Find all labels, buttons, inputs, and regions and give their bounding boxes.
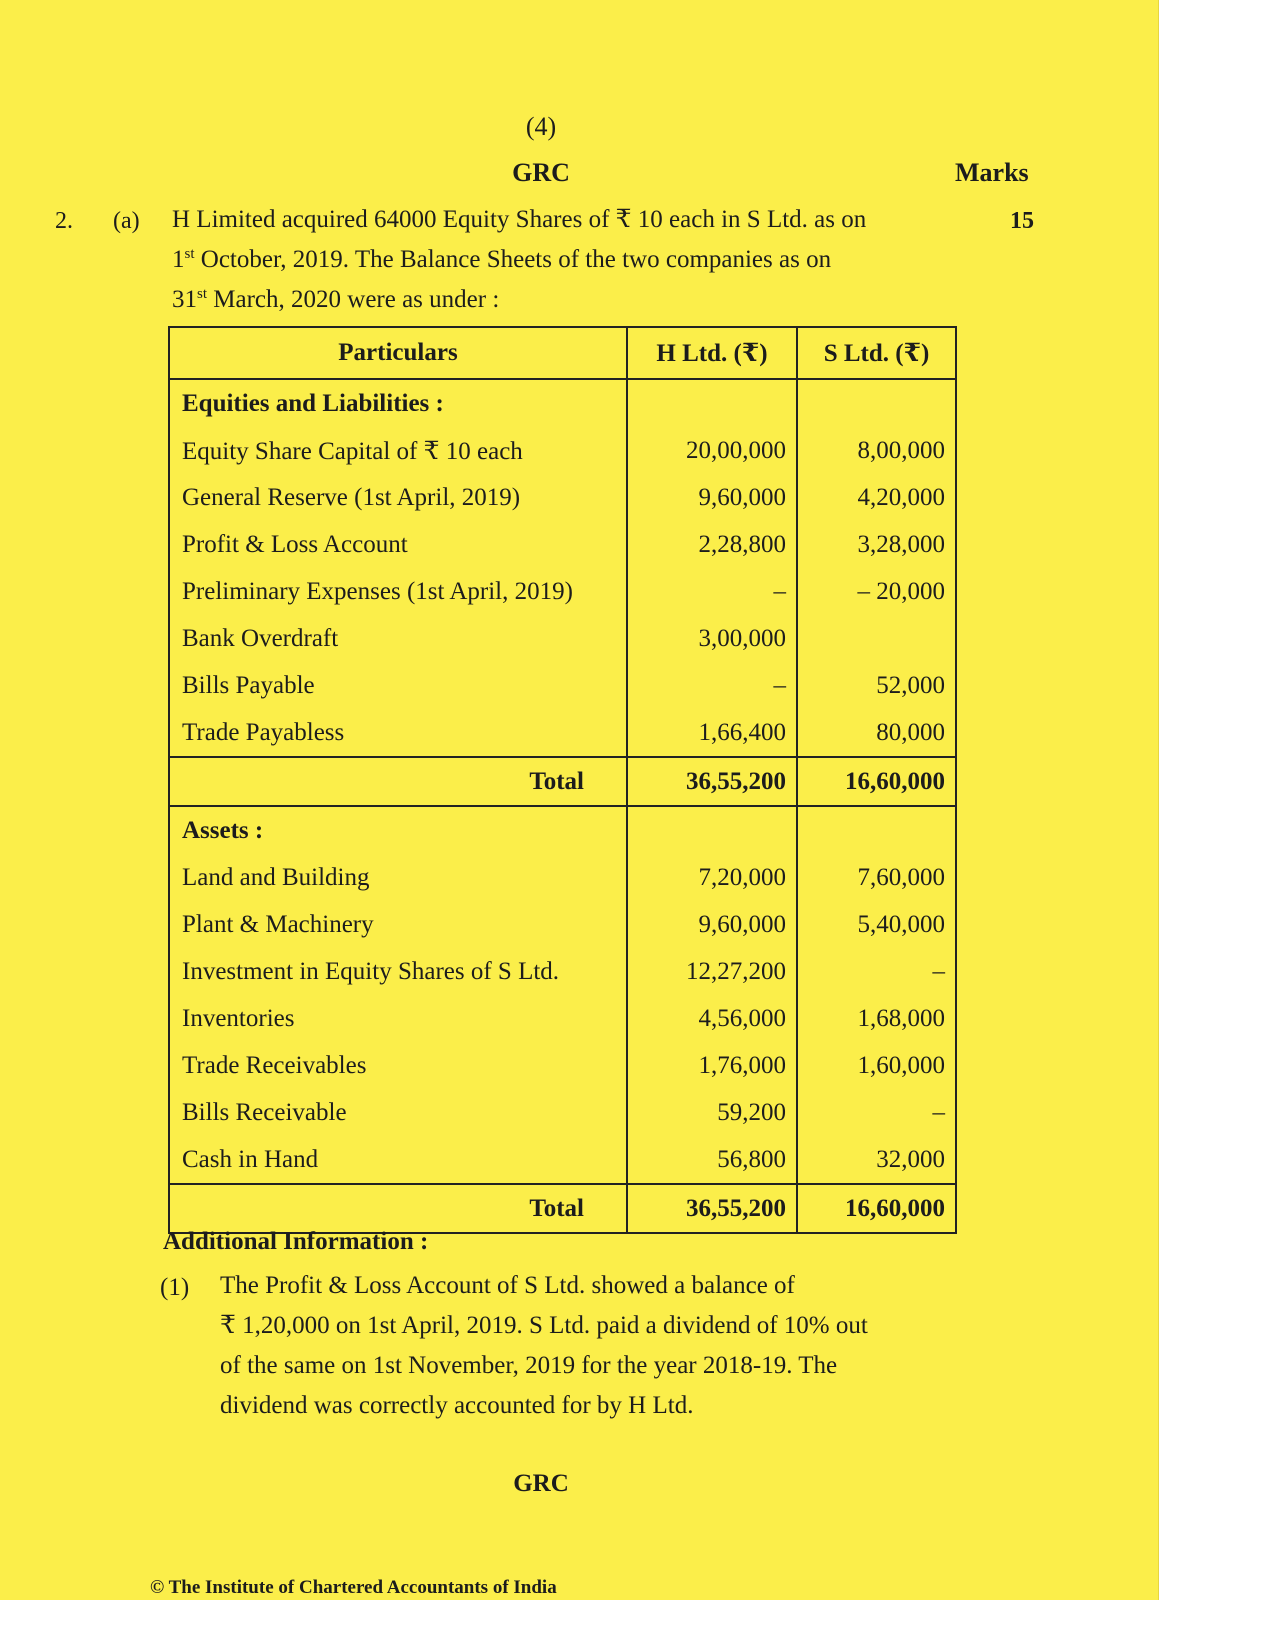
row-label: Cash in Hand [169, 1136, 627, 1184]
question-marks: 15 [1010, 208, 1034, 234]
additional-item-number: (1) [160, 1274, 190, 1301]
row-label: Equity Share Capital of ₹ 10 each [169, 427, 627, 474]
row-value-h: 4,56,000 [627, 995, 797, 1042]
row-value-h: 1,66,400 [627, 709, 797, 757]
row-value-s: 52,000 [797, 662, 956, 709]
table-row [169, 615, 956, 662]
total-s: 16,60,000 [797, 1184, 956, 1233]
row-value-s: – 20,000 [797, 568, 956, 615]
total-label: Total [169, 1184, 627, 1233]
row-value-h: 12,27,200 [627, 948, 797, 995]
question-number: 2. [55, 208, 73, 234]
marks-heading: Marks [955, 158, 1029, 187]
row-label: Profit & Loss Account [169, 521, 627, 568]
header-h-ltd: H Ltd. (₹) [627, 327, 797, 379]
row-value-s: 4,20,000 [797, 474, 956, 521]
row-value-h: 2,28,800 [627, 521, 797, 568]
section-heading-row [169, 379, 956, 427]
table-row [169, 474, 956, 521]
row-label: Bills Payable [169, 662, 627, 709]
row-label: Trade Receivables [169, 1042, 627, 1089]
table-row [169, 948, 956, 995]
total-s: 16,60,000 [797, 757, 956, 806]
table-row [169, 1089, 956, 1136]
row-label: Plant & Machinery [169, 901, 627, 948]
additional-item-line-3: of the same on 1st November, 2019 for the year 2018-19. The [220, 1352, 838, 1379]
table-row [169, 521, 956, 568]
table-row [169, 901, 956, 948]
table-row [169, 1042, 956, 1089]
row-value-s: – [797, 948, 956, 995]
row-label: Inventories [169, 995, 627, 1042]
additional-info-heading: Additional Information : [163, 1228, 429, 1255]
total-h: 36,55,200 [627, 1184, 797, 1233]
row-label: Land and Building [169, 854, 627, 901]
row-value-s: 8,00,000 [797, 427, 956, 474]
question-line-2: 1st October, 2019. The Balance Sheets of the two companies as on [172, 246, 832, 273]
page-number: (4) [525, 112, 557, 141]
row-value-s: – [797, 1089, 956, 1136]
table-header-row [169, 327, 956, 379]
row-value-s: 1,68,000 [797, 995, 956, 1042]
additional-item-line-4: dividend was correctly accounted for by H Ltd. [220, 1392, 694, 1419]
question-line-3: 31st March, 2020 were as under : [172, 286, 500, 313]
row-value-h: 1,76,000 [627, 1042, 797, 1089]
row-value-s: 5,40,000 [797, 901, 956, 948]
assets-heading: Assets : [169, 806, 627, 854]
liabilities-total-row [169, 757, 956, 806]
row-value-s: 32,000 [797, 1136, 956, 1184]
additional-item-line-2: ₹ 1,20,000 on 1st April, 2019. S Ltd. paid a dividend of 10% out [220, 1312, 868, 1339]
question-line-1: H Limited acquired 64000 Equity Shares of ₹ 10 each in S Ltd. as on [172, 206, 867, 233]
table-row [169, 568, 956, 615]
row-value-s [797, 615, 956, 662]
row-label: Bank Overdraft [169, 615, 627, 662]
row-value-h: 9,60,000 [627, 474, 797, 521]
total-label: Total [169, 757, 627, 806]
table-row [169, 662, 956, 709]
row-label: Trade Payabless [169, 709, 627, 757]
table-row [169, 709, 956, 757]
row-value-h: 7,20,000 [627, 854, 797, 901]
row-value-h: 56,800 [627, 1136, 797, 1184]
balance-sheet-table [168, 326, 957, 1234]
row-value-s: 7,60,000 [797, 854, 956, 901]
copyright-notice: © The Institute of Chartered Accountants of India [150, 1577, 557, 1598]
table-row [169, 995, 956, 1042]
row-value-h: – [627, 568, 797, 615]
row-value-s: 3,28,000 [797, 521, 956, 568]
table-row [169, 427, 956, 474]
table-row [169, 1136, 956, 1184]
assets-total-row [169, 1184, 956, 1233]
row-value-s: 1,60,000 [797, 1042, 956, 1089]
paper-code-footer: GRC [513, 1470, 569, 1497]
row-value-h: 20,00,000 [627, 427, 797, 474]
header-particulars: Particulars [169, 327, 627, 379]
row-value-s: 80,000 [797, 709, 956, 757]
question-part: (a) [113, 208, 140, 234]
table-row [169, 854, 956, 901]
total-h: 36,55,200 [627, 757, 797, 806]
row-value-h: 3,00,000 [627, 615, 797, 662]
paper-code: GRC [512, 158, 570, 187]
liabilities-heading: Equities and Liabilities : [169, 379, 627, 427]
additional-item-line-1: The Profit & Loss Account of S Ltd. showed a balance of [220, 1272, 795, 1299]
row-label: Preliminary Expenses (1st April, 2019) [169, 568, 627, 615]
row-label: Bills Receivable [169, 1089, 627, 1136]
row-value-h: 59,200 [627, 1089, 797, 1136]
section-heading-row [169, 806, 956, 854]
row-label: General Reserve (1st April, 2019) [169, 474, 627, 521]
row-value-h: 9,60,000 [627, 901, 797, 948]
row-value-h: – [627, 662, 797, 709]
row-label: Investment in Equity Shares of S Ltd. [169, 948, 627, 995]
header-s-ltd: S Ltd. (₹) [797, 327, 956, 379]
